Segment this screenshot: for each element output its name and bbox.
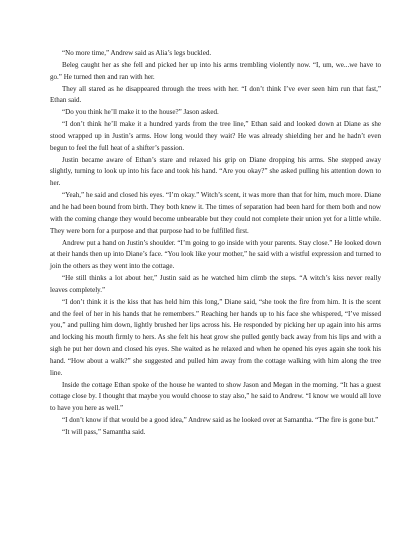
paragraph: Inside the cottage Ethan spoke of the house he wanted to show Jason and Megan in the morning. “It has a guest cottage close by. I thought that maybe you would choose to stay also,” he said to Andrew. “I know we would all love to have you here as well.”: [50, 380, 381, 413]
paragraph: “I don’t think it is the kiss that has held him this long,” Diane said, “she took the fire from him. It is the scent and the feel of her in his hands that he remembers.” Reaching her hands up to his face she whispered, “I’ve missed you,” and pulling him down, lightly brushed her lips across his. He responded by picking her up again into his arms and locking his mouth firmly to hers. As she felt his heat grow she pulled gently back away from his lips and with a sigh he put her down and closed his eyes. She waited as he relaxed and when he opened his eyes again she took his hand. “How about a walk?” she suggested and pulled him away from the cottage walking with him along the tree line.: [50, 297, 381, 377]
paragraph: “It will pass,” Samantha said.: [62, 428, 146, 436]
paragraph: “No more time,” Andrew said as Alia’s legs buckled.: [62, 49, 212, 57]
paragraph: “I don’t know if that would be a good idea,” Andrew said as he looked over at Samantha. “The fire is gone but.”: [62, 416, 379, 425]
paragraph: “He still thinks a lot about her,” Justin said as he watched him climb the steps. “A witch’s kiss never really leaves completely.”: [50, 274, 381, 294]
book-page: [50, 48, 381, 439]
paragraph: Beleg caught her as she fell and picked her up into his arms trembling violently now. “I, um, we...we have to go.” He turned then and ran with her.: [50, 60, 381, 81]
paragraph: Justin became aware of Ethan’s stare and relaxed his grip on Diane dropping his arms. She stepped away slightly, turning to look up into his face and took his hand. “Are you okay?” she asked pulling his attention down to her.: [50, 155, 381, 188]
paragraph: “I don’t think he’ll make it a hundred yards from the tree line,” Ethan said and looked down at Diane as she stood wrapped up in Justin’s arms. How long would they wait? He was already shielding her and he hadn’t even begun to feel the full heat of a shifter’s passion.: [50, 120, 381, 152]
paragraph: Andrew put a hand on Justin’s shoulder. “I’m going to go inside with your parents. Stay close.” He looked down at their hands then up into Diane’s face. “You look like your mother,” he said with a wistful expression and turned to join the others as they went into the cottage.: [50, 238, 381, 271]
paragraph: “Yeah,” he said and closed his eyes. “I’m okay.” Witch’s scent, it was more than that for him, much more. Diane and he had been bound from birth. They both knew it. The times of separation had been hard for them both and now with the coming change they would become unbearable but they could not complete their union yet for a little while. They were born for a purpose and that purpose had to be fulfilled first.: [50, 191, 381, 235]
paragraph: “Do you think he’ll make it to the house?” Jason asked.: [62, 108, 219, 117]
paragraph: They all stared as he disappeared through the trees with her. “I don’t think I’ve ever seen him run that fast,” Ethan said.: [50, 84, 381, 105]
